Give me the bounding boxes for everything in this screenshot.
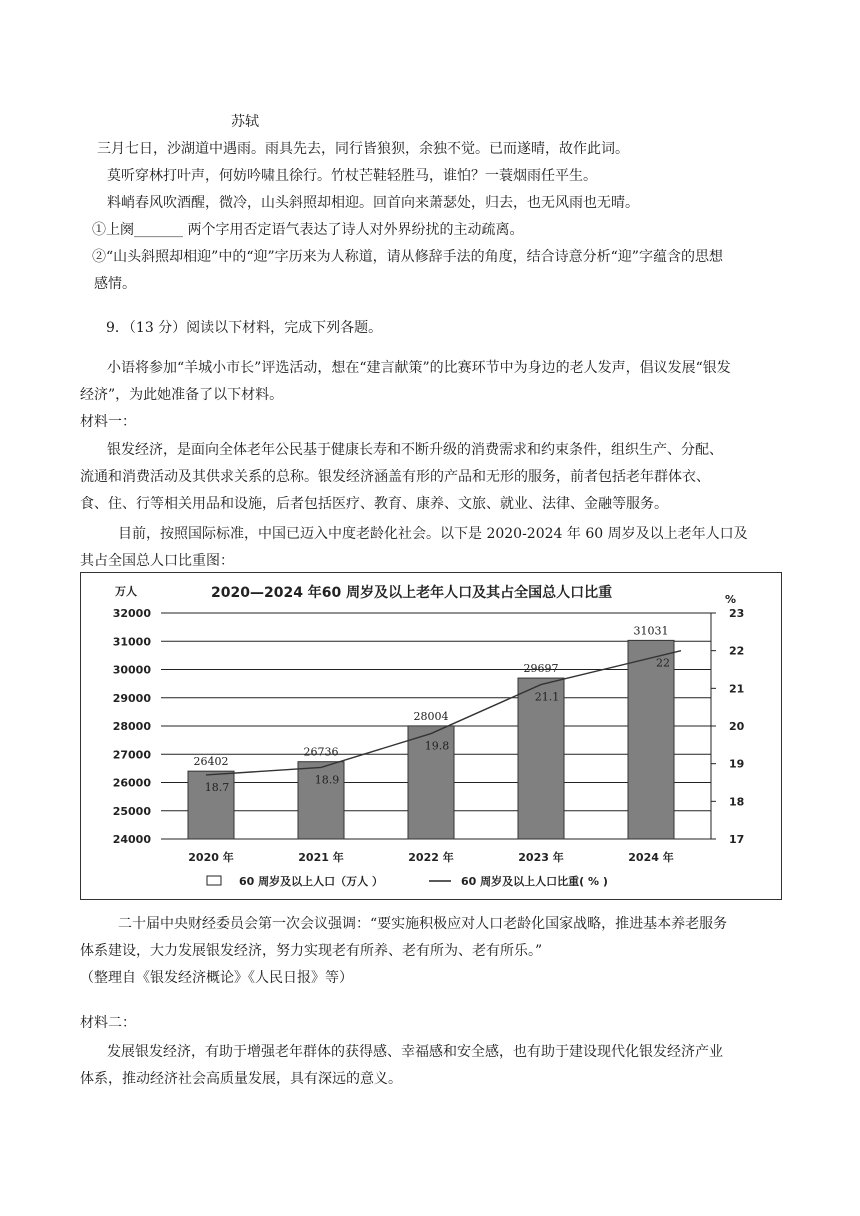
line-value-label: 21.1 bbox=[534, 690, 560, 704]
poem-line-1: 莫听穿林打叶声，何妨吟啸且徐行。竹杖芒鞋轻胜马，谁怕？一蓑烟雨任平生。 bbox=[107, 168, 597, 184]
material-2-para-line-1: 发展银发经济，有助于增强老年群体的获得感、幸福感和安全感，也有助于建设现代化银发经济产业 bbox=[107, 1044, 723, 1060]
line-value-label: 22 bbox=[656, 656, 670, 670]
line-value-label: 18.7 bbox=[204, 780, 230, 794]
question-2-line-1: ②“山头斜照却相迎”中的“迎”字历来为人称道，请从修辞手法的角度，结合诗意分析“迎”字蕴含的思想 bbox=[92, 249, 723, 265]
left-tick-label: 29000 bbox=[112, 691, 151, 705]
left-tick-label: 27000 bbox=[112, 748, 151, 762]
right-tick-label: 23 bbox=[729, 607, 745, 620]
material-1-source: （整理自《银发经济概论》《人民日报》等） bbox=[80, 970, 353, 986]
poem-preface: 三月七日，沙湖道中遇雨。雨具先去，同行皆狼狈，余独不觉。已而遂晴，故作此词。 bbox=[97, 141, 629, 157]
chart-svg bbox=[81, 573, 783, 901]
line-value-label: 19.8 bbox=[424, 739, 450, 753]
bar-value-label: 29697 bbox=[523, 662, 559, 676]
right-tick-label: 17 bbox=[729, 833, 745, 846]
bar-value-label: 26736 bbox=[303, 745, 339, 759]
intro-line-1: 小语将参加“羊城小市长”评选活动，想在“建言献策”的比赛环节中为身边的老人发声，倡议发展“银发 bbox=[107, 360, 731, 376]
material-1-para-3-line-2: 体系建设，大力发展银发经济，努力实现老有所养、老有所为、老有所乐。” bbox=[80, 943, 543, 959]
legend-bar-swatch bbox=[207, 876, 221, 885]
left-tick-label: 32000 bbox=[112, 607, 151, 620]
material-2-para-line-2: 体系，推动经济社会高质量发展，具有深远的意义。 bbox=[80, 1071, 402, 1087]
bar-value-label: 26402 bbox=[193, 755, 229, 769]
material-1-para-1-line-1: 银发经济，是面向全体老年公民基于健康长寿和不断升级的消费需求和约束条件，组织生产、分配、 bbox=[107, 442, 723, 458]
poem-author: 苏轼 bbox=[231, 114, 259, 130]
x-tick-label: 2022 年 bbox=[408, 851, 454, 864]
right-tick-label: 18 bbox=[729, 795, 745, 809]
left-axis-unit: 万人 bbox=[115, 585, 137, 598]
material-1-para-2-line-1: 目前，按照国际标准，中国已迈入中度老龄化社会。以下是 2020-2024 年 60 周岁及以上老年人口及 bbox=[118, 526, 748, 542]
material-1-para-1-line-3: 食、住、行等相关用品和设施，后者包括医疗、教育、康养、文旅、就业、法律、金融等服务。 bbox=[80, 496, 668, 512]
right-axis-unit: % bbox=[725, 593, 737, 606]
question-9-header: 9．（13 分）阅读以下材料，完成下列各题。 bbox=[106, 320, 383, 336]
bar-value-label: 28004 bbox=[413, 709, 449, 723]
material-1-label: 材料一： bbox=[80, 414, 136, 430]
legend-line-label: 60 周岁及以上人口比重( % ) bbox=[461, 875, 608, 888]
left-tick-label: 30000 bbox=[112, 663, 151, 677]
material-2-label: 材料二： bbox=[80, 1015, 136, 1031]
poem-line-2: 料峭春风吹酒醒，微冷，山头斜照却相迎。回首向来萧瑟处，归去，也无风雨也无晴。 bbox=[107, 195, 639, 211]
chart-title: 2020—2024 年60 周岁及以上老年人口及其占全国总人口比重 bbox=[211, 585, 613, 601]
material-1-para-2-line-2: 其占全国总人口比重图： bbox=[80, 553, 234, 569]
question-2-line-2: 感情。 bbox=[94, 276, 136, 292]
left-tick-label: 26000 bbox=[112, 776, 151, 790]
material-1-para-3-line-1: 二十届中央财经委员会第一次会议强调：“要实施积极应对人口老龄化国家战略，推进基本养老服务 bbox=[118, 916, 728, 932]
question-1: ①上阕_______ 两个字用否定语气表达了诗人对外界纷扰的主动疏离。 bbox=[92, 222, 524, 238]
x-tick-label: 2021 年 bbox=[298, 851, 344, 864]
x-tick-label: 2023 年 bbox=[518, 851, 564, 864]
left-tick-label: 31000 bbox=[112, 635, 151, 649]
right-tick-label: 22 bbox=[729, 644, 745, 658]
material-1-para-1-line-2: 流通和消费活动及其供求关系的总称。银发经济涵盖有形的产品和无形的服务，前者包括老年群体衣、 bbox=[80, 469, 710, 485]
right-tick-label: 20 bbox=[729, 720, 745, 733]
x-tick-label: 2020 年 bbox=[188, 851, 234, 864]
legend-bar-label: 60 周岁及以上人口（万人 ） bbox=[239, 875, 383, 888]
bar bbox=[628, 640, 674, 839]
left-tick-label: 25000 bbox=[112, 804, 151, 818]
line-value-label: 18.9 bbox=[314, 773, 340, 787]
left-tick-label: 28000 bbox=[112, 720, 151, 733]
population-chart bbox=[80, 572, 782, 900]
right-tick-label: 21 bbox=[729, 682, 745, 696]
bar-value-label: 31031 bbox=[633, 624, 669, 638]
right-tick-label: 19 bbox=[729, 757, 745, 771]
left-tick-label: 24000 bbox=[112, 833, 151, 846]
x-tick-label: 2024 年 bbox=[628, 851, 674, 864]
intro-line-2: 经济”，为此她准备了以下材料。 bbox=[80, 387, 284, 403]
